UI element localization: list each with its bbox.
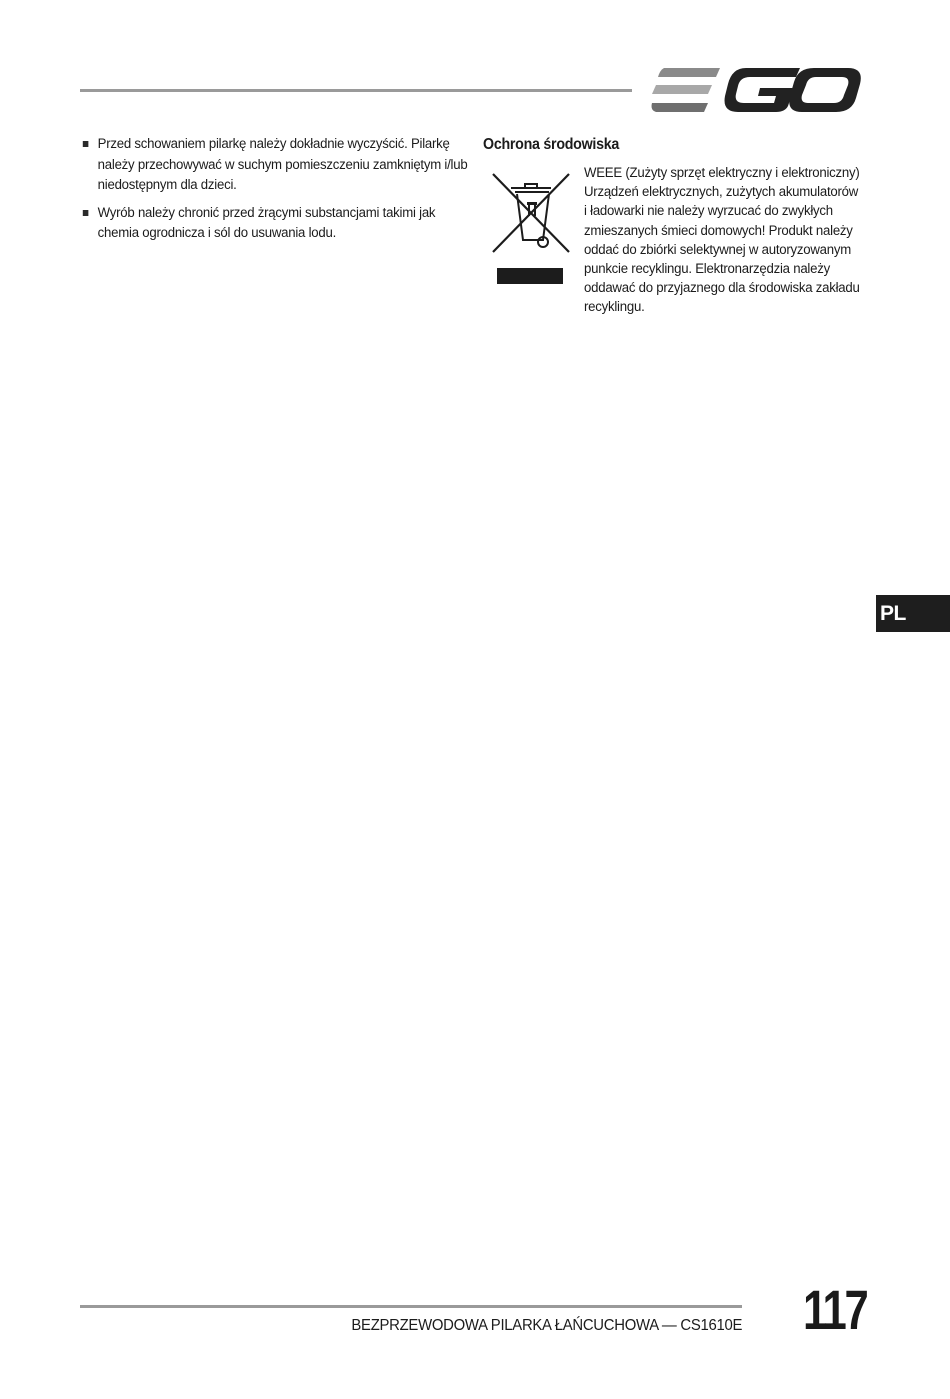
bullet-text: Wyrób należy chronić przed żrącymi substancjami takimi jak chemia ogrodnicza i sól do usuwania lodu. — [97, 204, 436, 241]
page-number: 117 — [803, 1278, 867, 1341]
weee-paragraph: WEEE (Zużyty sprzęt elektryczny i elektroniczny) Urządzeń elektrycznych, zużytych akumulatorów i ładowarki nie należy wyrzucać do zwykłych zmieszanych śmieci domowych! Produkt należy oddać do zbiórki selektywnej w autoryzowanym punkcie recyklingu. Elektronarzędzia należy oddawać do przyjaznego dla środowiska zakładu recyklingu. — [584, 165, 860, 316]
crossed-out-wheelie-bin-icon — [491, 172, 571, 292]
header-rule — [80, 89, 632, 92]
list-item — [80, 134, 479, 196]
ego-logo — [650, 66, 862, 114]
list-item — [80, 203, 479, 244]
right-column — [483, 134, 873, 316]
left-column — [80, 134, 468, 251]
language-tab: PL — [876, 595, 950, 632]
footer-rule — [80, 1305, 742, 1308]
square-bullet-icon — [83, 141, 89, 147]
bullet-text: Przed schowaniem pilarkę należy dokładnie wyczyścić. Pilarkę należy przechowywać w suchym pomieszczeniu zamkniętym i/lub niedostępnym dla dzieci. — [97, 136, 468, 193]
square-bullet-icon — [83, 210, 89, 216]
footer-title: BEZPRZEWODOWA PILARKA ŁAŃCUCHOWA — CS1610E — [351, 1317, 742, 1334]
section-title: Ochrona środowiska — [483, 136, 620, 153]
